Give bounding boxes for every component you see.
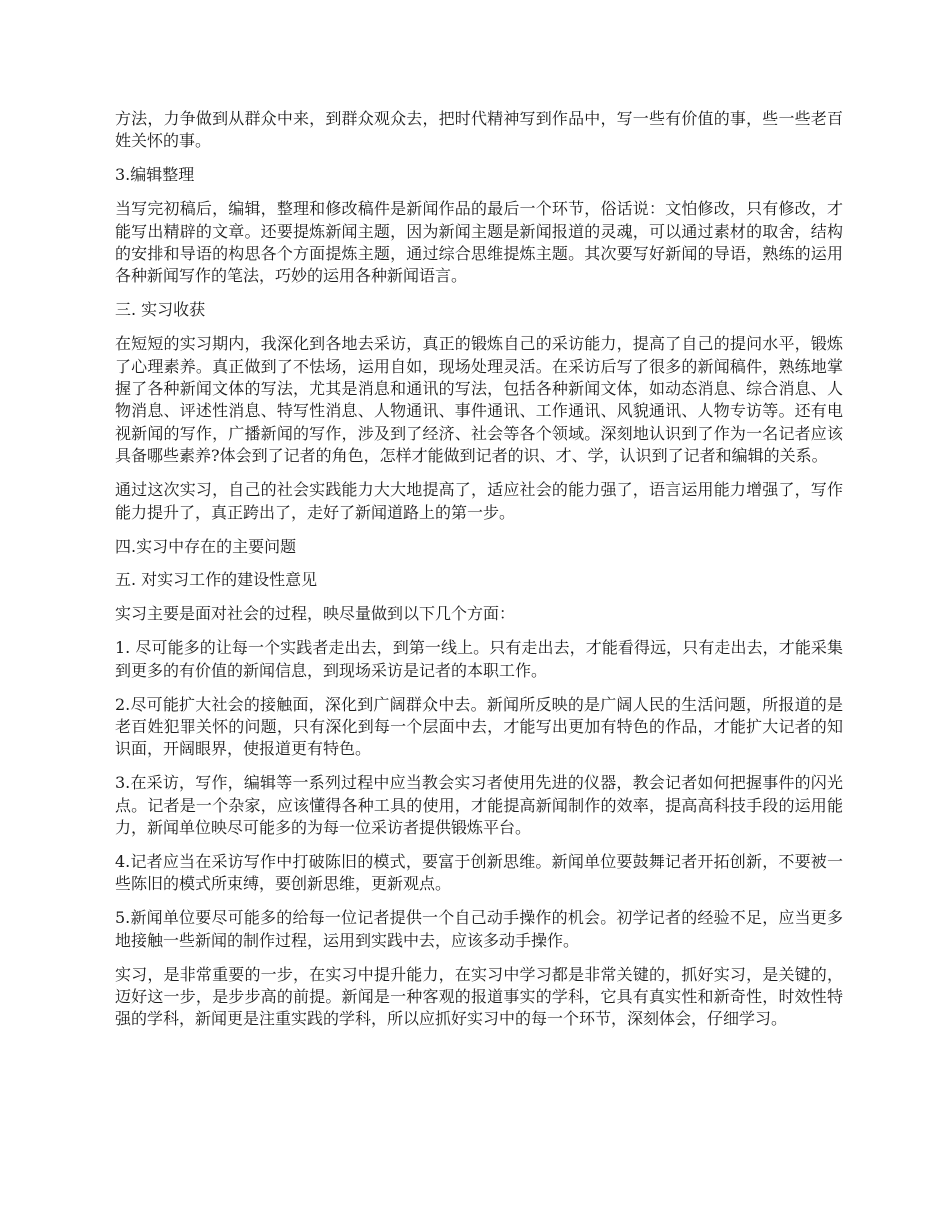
paragraph-conclusion: 实习，是非常重要的一步，在实习中提升能力，在实习中学习都是非常关键的，抓好实习，是关键的，迈好这一步，是步步高的前提。新闻是一种客观的报道事实的学科，它具有真实性和新奇性，时效性特强的学科，新闻更是注重实践的学科，所以应抓好实习中的每一个环节，深刻体会，仔细学习。 [115, 964, 843, 1029]
heading-internship-gains: 三. 实习收获 [115, 300, 206, 320]
document-body [115, 108, 843, 1042]
list-item-suggestion-3: 3.在采访，写作，编辑等一系列过程中应当教会实习者使用先进的仪器，教会记者如何把握事件的闪光点。记者是一个杂家，应该懂得各种工具的使用，才能提高新闻制作的效率，提高高科技手段的运用能力，新闻单位映尽可能多的为每一位采访者提供锻炼平台。 [115, 773, 843, 838]
list-item-suggestion-1: 1. 尽可能多的让每一个实践者走出去，到第一线上。只有走出去，才能看得远，只有走出去，才能采集到更多的有价值的新闻信息，到现场采访是记者的本职工作。 [115, 638, 843, 680]
paragraph-gains-2: 通过这次实习，自己的社会实践能力大大地提高了，适应社会的能力强了，语言运用能力增强了，写作能力提升了，真正跨出了，走好了新闻道路上的第一步。 [115, 480, 843, 522]
heading-main-problems: 四.实习中存在的主要问题 [115, 536, 297, 556]
list-item-suggestion-5: 5.新闻单位要尽可能多的给每一位记者提供一个自己动手操作的机会。初学记者的经验不足，应当更多地接触一些新闻的制作过程，运用到实践中去，应该多动手操作。 [115, 908, 843, 950]
paragraph-methods-continued: 方法，力争做到从群众中来，到群众观众去，把时代精神写到作品中，写一些有价值的事，些一些老百姓关怀的事。 [115, 109, 843, 151]
heading-editing: 3.编辑整理 [115, 165, 195, 185]
paragraph-editing: 当写完初稿后，编辑，整理和修改稿件是新闻作品的最后一个环节，俗话说：文怕修改，只有修改，才能写出精辟的文章。还要提炼新闻主题，因为新闻主题是新闻报道的灵魂，可以通过素材的取舍，结构的安排和导语的构思各个方面提炼主题，通过综合思维提炼主题。其次要写好新闻的导语，熟练的运用各种新闻写作的笔法，巧妙的运用各种新闻语言。 [115, 199, 843, 286]
list-item-suggestion-2: 2.尽可能扩大社会的接触面，深化到广阔群众中去。新闻所反映的是广阔人民的生活问题，所报道的是老百姓犯罪关怀的问题，只有深化到每一个层面中去，才能写出更加有特色的作品，才能扩大记者的知识面，开阔眼界，使报道更有特色。 [115, 694, 843, 759]
list-item-suggestion-4: 4.记者应当在采访写作中打破陈旧的模式，要富于创新思维。新闻单位要鼓舞记者开拓创新，不要被一些陈旧的模式所束缚，要创新思维，更新观点。 [115, 851, 843, 894]
paragraph-gains-1: 在短短的实习期内，我深化到各地去采访，真正的锻炼自己的采访能力，提高了自己的提问水平，锻炼了心理素养。真正做到了不怯场，运用自如，现场处理灵活。在采访后写了很多的新闻稿件，熟练地掌握了各种新闻文体的写法，尤其是消息和通讯的写法，包括各种新闻文体，如动态消息、综合消息、人物消息、评述性消息、特写性消息、人物通讯、事件通讯、工作通讯、风貌通讯、人物专访等。还有电视新闻的写作，广播新闻的写作，涉及到了经济、社会等各个领域。深刻地认识到了作为一名记者应该具备哪些素养?体会到了记者的角色，怎样才能做到记者的识、才、学，认识到了记者和编辑的关系。 [115, 334, 843, 466]
paragraph-suggestions-intro: 实习主要是面对社会的过程，映尽量做到以下几个方面： [115, 604, 516, 624]
heading-suggestions: 五. 对实习工作的建设性意见 [115, 570, 318, 590]
